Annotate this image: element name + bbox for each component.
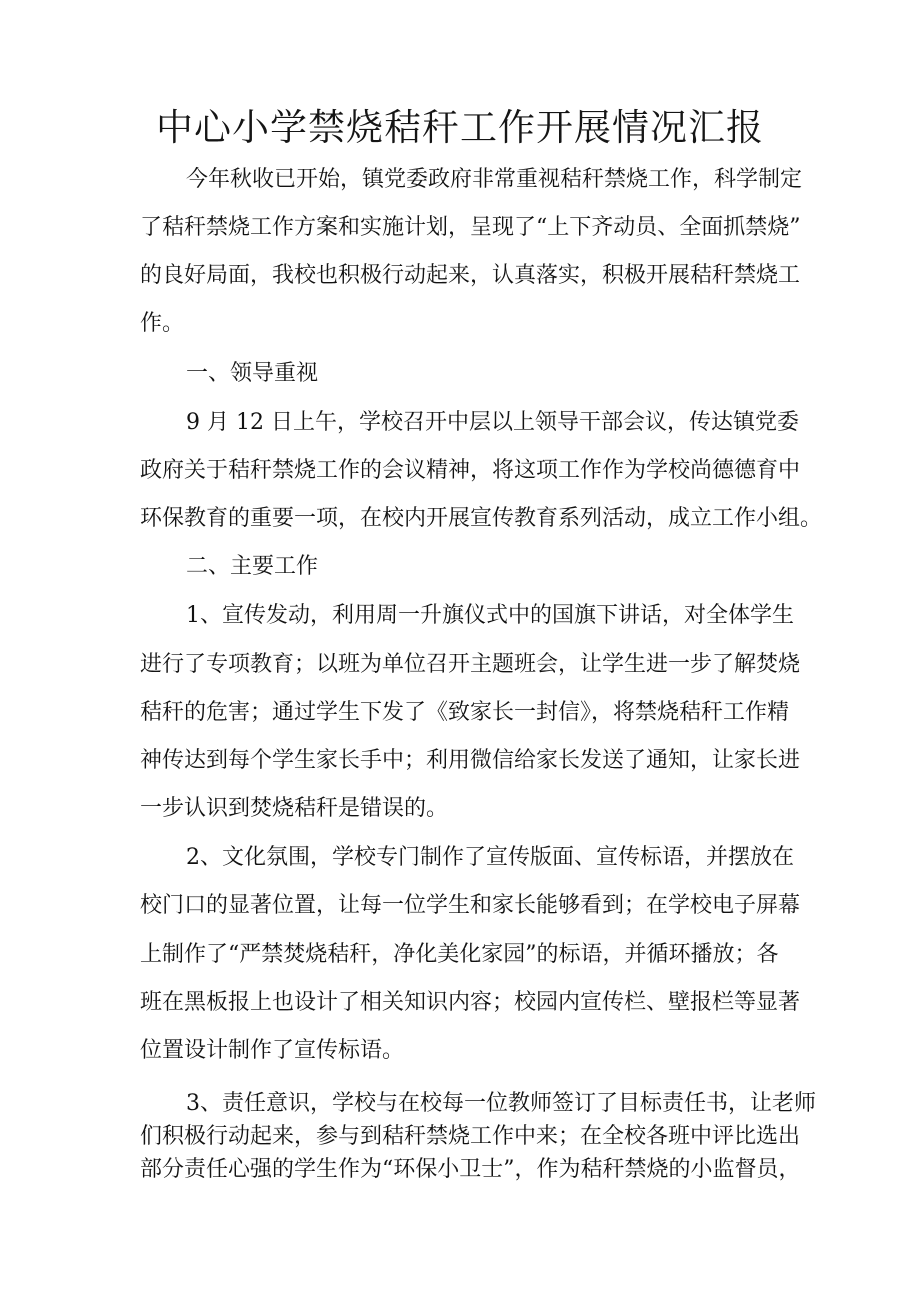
paragraph-line: 的良好局面，我校也积极行动起来，认真落实，积极开展秸秆禁烧工 (140, 263, 801, 288)
paragraph-line: 3、责任意识，学校与在校每一位教师签订了目标责任书，让老师 (186, 1091, 816, 1116)
paragraph-line: 进行了专项教育；以班为单位召开主题班会，让学生进一步了解焚烧 (140, 652, 801, 677)
paragraph-line: 作。 (140, 311, 185, 336)
paragraph-line: 部分责任心强的学生作为“环保小卫士”，作为秸秆禁烧的小监督员， (140, 1157, 801, 1182)
paragraph-line: 神传达到每个学生家长手中；利用微信给家长发送了通知，让家长进 (140, 748, 801, 773)
paragraph-line: 秸秆的危害；通过学生下发了《致家长一封信》，将禁烧秸秆工作精 (140, 700, 790, 725)
paragraph-line: 位置设计制作了宣传标语。 (140, 1038, 405, 1063)
paragraph-line: 政府关于秸秆禁烧工作的会议精神，将这项工作作为学校尚德德育中 (140, 458, 801, 483)
section-heading-2: 二、主要工作 (186, 554, 319, 579)
paragraph-line: 上制作了“严禁焚烧秸秆，净化美化家园”的标语，并循环播放；各 (140, 942, 779, 967)
paragraph-line: 一步认识到焚烧秸秆是错误的。 (140, 796, 449, 821)
paragraph-line: 环保教育的重要一项，在校内开展宣传教育系列活动，成立工作小组。 (140, 506, 823, 531)
paragraph-line: 班在黑板报上也设计了相关知识内容；校园内宣传栏、壁报栏等显著 (140, 990, 801, 1015)
paragraph-line: 们积极行动起来，参与到秸秆禁烧工作中来；在全校各班中评比选出 (140, 1124, 801, 1149)
paragraph-line: 校门口的显著位置，让每一位学生和家长能够看到；在学校电子屏幕 (140, 893, 801, 918)
paragraph-line: 9 月 12 日上午，学校召开中层以上领导干部会议，传达镇党委 (186, 410, 799, 435)
paragraph-line: 了秸秆禁烧工作方案和实施计划，呈现了“上下齐动员、全面抓禁烧” (140, 215, 801, 240)
paragraph-line: 1、宣传发动，利用周一升旗仪式中的国旗下讲话，对全体学生 (186, 603, 794, 628)
section-heading-1: 一、领导重视 (186, 361, 319, 386)
document-title: 中心小学禁烧秸秆工作开展情况汇报 (156, 106, 764, 149)
paragraph-line: 今年秋收已开始，镇党委政府非常重视秸秆禁烧工作，科学制定 (186, 167, 803, 192)
paragraph-line: 2、文化氛围，学校专门制作了宣传版面、宣传标语，并摆放在 (186, 845, 794, 870)
